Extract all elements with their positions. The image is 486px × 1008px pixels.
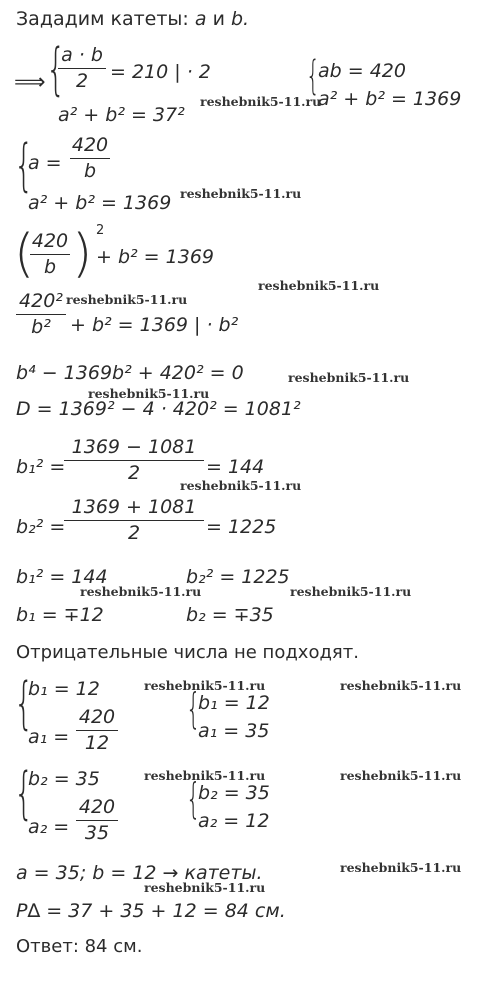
line4-numerator: 420² <box>19 290 63 312</box>
system2-eq2: a² + b² = 1369 <box>28 192 172 214</box>
system2-fraction <box>70 136 110 181</box>
system1-numerator: a · b <box>61 44 103 66</box>
line7-numerator: 1369 − 1081 <box>71 436 197 458</box>
intro-text: Зададим катеты: <box>16 8 189 30</box>
line4-denominator: b² <box>31 316 51 338</box>
line3-denominator: b <box>43 256 57 278</box>
line5-equation: b⁴ − 1369b² + 420² = 0 <box>16 362 244 384</box>
system4b-eq1: b₂ = 35 <box>198 782 270 804</box>
line8-numerator: 1369 + 1081 <box>71 496 197 518</box>
watermark: reshebnik5-11.ru <box>200 94 322 109</box>
watermark: reshebnik5-11.ru <box>180 186 302 201</box>
fraction-bar <box>70 158 110 159</box>
system3-denominator: 12 <box>84 732 110 754</box>
line7-denominator: 2 <box>127 462 141 484</box>
system2-brace: { <box>14 133 34 198</box>
fraction-bar <box>76 730 118 731</box>
intro-var-b: b. <box>230 8 250 30</box>
system1-fraction <box>58 46 106 91</box>
line8-denominator: 2 <box>127 522 141 544</box>
system3-brace: { <box>14 671 34 736</box>
watermark: reshebnik5-11.ru <box>66 292 188 307</box>
system3b-brace: { <box>186 684 201 733</box>
note-text: Отрицательные числа не подходят. <box>16 642 359 663</box>
system4-lhs2: a₂ = <box>28 816 70 838</box>
right-paren: ) <box>72 224 93 284</box>
system3-fraction <box>76 708 118 753</box>
watermark: reshebnik5-11.ru <box>88 386 210 401</box>
line3-numerator: 420 <box>31 230 69 252</box>
watermark: reshebnik5-11.ru <box>340 678 462 693</box>
fraction-bar <box>16 314 66 315</box>
perimeter-line: P∆ = 37 + 35 + 12 = 84 см. <box>16 900 286 922</box>
watermark: reshebnik5-11.ru <box>144 880 266 895</box>
line9-left: b₁² = 144 <box>16 566 108 588</box>
system2-numerator: 420 <box>71 134 109 156</box>
fraction-bar <box>58 68 106 69</box>
system3-numerator: 420 <box>78 706 116 728</box>
watermark: reshebnik5-11.ru <box>144 678 266 693</box>
line4-fraction <box>16 292 66 337</box>
system4b-eq2: a₂ = 12 <box>198 810 270 832</box>
system1-denominator: 2 <box>75 70 89 92</box>
system1-eq2: a² + b² = 37² <box>58 104 185 126</box>
system1b-eq1: ab = 420 <box>318 60 406 82</box>
line8-rhs: = 1225 <box>206 516 277 538</box>
line8-lhs: b₂² = <box>16 516 66 538</box>
watermark: reshebnik5-11.ru <box>180 478 302 493</box>
system4-denominator: 35 <box>84 822 110 844</box>
system1-eq1-rhs: = 210 | · 2 <box>110 61 211 83</box>
intro-var-a: a <box>194 8 207 30</box>
line3-power: 2 <box>96 223 105 238</box>
system1b-eq2: a² + b² = 1369 <box>318 88 462 110</box>
system4-eq1: b₂ = 35 <box>28 768 100 790</box>
answer-line: Ответ: 84 см. <box>16 936 143 957</box>
line4-rest: + b² = 1369 | · b² <box>70 314 239 336</box>
system2-lhs: a = <box>28 152 62 174</box>
watermark: reshebnik5-11.ru <box>258 278 380 293</box>
intro-line <box>16 10 249 29</box>
implies-arrow: ⟹ <box>14 70 46 95</box>
line7-lhs: b₁² = <box>16 456 66 478</box>
system3-eq1: b₁ = 12 <box>28 678 100 700</box>
line7-fraction <box>64 438 204 483</box>
line10-left: b₁ = ∓12 <box>16 604 104 626</box>
line8-fraction <box>64 498 204 543</box>
fraction-bar <box>76 820 118 821</box>
line3-rest: + b² = 1369 <box>96 246 214 268</box>
system3b-eq1: b₁ = 12 <box>198 692 270 714</box>
system4-brace: { <box>14 761 34 826</box>
fraction-bar <box>30 254 70 255</box>
system3-lhs2: a₁ = <box>28 726 70 748</box>
watermark: reshebnik5-11.ru <box>80 584 202 599</box>
system1-brace: { <box>46 37 66 102</box>
system4b-brace: { <box>186 774 201 823</box>
system4-numerator: 420 <box>78 796 116 818</box>
fraction-bar <box>64 460 204 461</box>
line9-right: b₂² = 1225 <box>186 566 290 588</box>
system4-fraction <box>76 798 118 843</box>
system3b-eq2: a₁ = 35 <box>198 720 270 742</box>
line10-right: b₂ = ∓35 <box>186 604 274 626</box>
watermark: reshebnik5-11.ru <box>290 584 412 599</box>
watermark: reshebnik5-11.ru <box>340 860 462 875</box>
watermark: reshebnik5-11.ru <box>288 370 410 385</box>
watermark: reshebnik5-11.ru <box>340 768 462 783</box>
fraction-bar <box>64 520 204 521</box>
line7-rhs: = 144 <box>206 456 265 478</box>
watermark: reshebnik5-11.ru <box>144 768 266 783</box>
line6-discriminant: D = 1369² − 4 · 420² = 1081² <box>16 398 301 420</box>
line3-fraction <box>30 232 70 277</box>
system2-denominator: b <box>83 160 97 182</box>
system1b-brace: { <box>306 53 320 99</box>
intro-and: и <box>212 8 225 30</box>
left-paren: ( <box>14 224 35 284</box>
catheti-line: a = 35; b = 12 → катеты. <box>16 862 263 884</box>
